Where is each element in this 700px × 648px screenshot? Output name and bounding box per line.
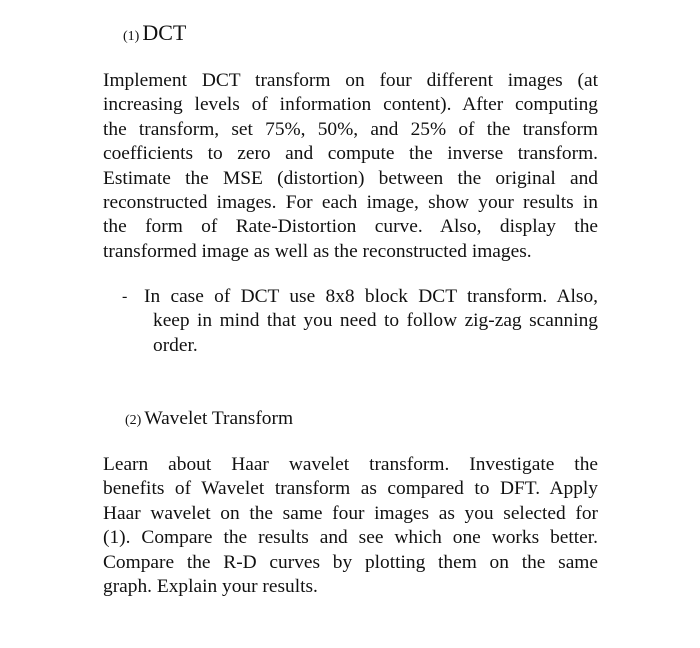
paragraph-line: graph. Explain your results. xyxy=(103,576,318,598)
section-2-title: Wavelet Transform xyxy=(144,408,294,429)
section-1-number: (1) xyxy=(123,29,140,44)
section-2-paragraph xyxy=(103,453,598,599)
bullet-line: In case of DCT use 8x8 block DCT transform. Also, xyxy=(144,286,598,307)
section-2-number: (2) xyxy=(125,413,142,428)
section-1-title: DCT xyxy=(142,20,187,45)
bullet-line: order. xyxy=(153,334,198,356)
paragraph-line: Implement DCT transform on four different images (at xyxy=(103,70,598,91)
bullet-text xyxy=(144,285,598,358)
paragraph-line: Estimate the MSE (distortion) between the original and xyxy=(103,167,598,189)
bullet-marker: - xyxy=(122,288,128,305)
paragraph-line: coefficients to zero and compute the inverse transform. xyxy=(103,143,598,165)
paragraph-line: increasing levels of information content). After computing xyxy=(103,94,598,116)
paragraph-line: the form of Rate-Distortion curve. Also, display the xyxy=(103,216,598,238)
paragraph-line: transformed image as well as the reconstructed images. xyxy=(103,240,532,262)
section-1-paragraph xyxy=(103,69,598,264)
section-1-heading xyxy=(123,20,186,50)
paragraph-line: reconstructed images. For each image, show your results in xyxy=(103,192,598,214)
section-2-heading xyxy=(125,404,293,434)
paragraph-line: Haar wavelet on the same four images as you selected for xyxy=(103,502,598,524)
paragraph-line: (1). Compare the results and see which one works better. xyxy=(103,527,598,549)
paragraph-line: Learn about Haar wavelet transform. Investigate the xyxy=(103,454,598,475)
bullet-line: keep in mind that you need to follow zig-zag scanning xyxy=(153,310,598,332)
paragraph-line: benefits of Wavelet transform as compared to DFT. Apply xyxy=(103,478,598,500)
dct-bullet-note xyxy=(122,285,598,358)
paragraph-line: Compare the R-D curves by plotting them on the same xyxy=(103,551,598,573)
paragraph-line: the transform, set 75%, 50%, and 25% of the transform xyxy=(103,118,598,140)
